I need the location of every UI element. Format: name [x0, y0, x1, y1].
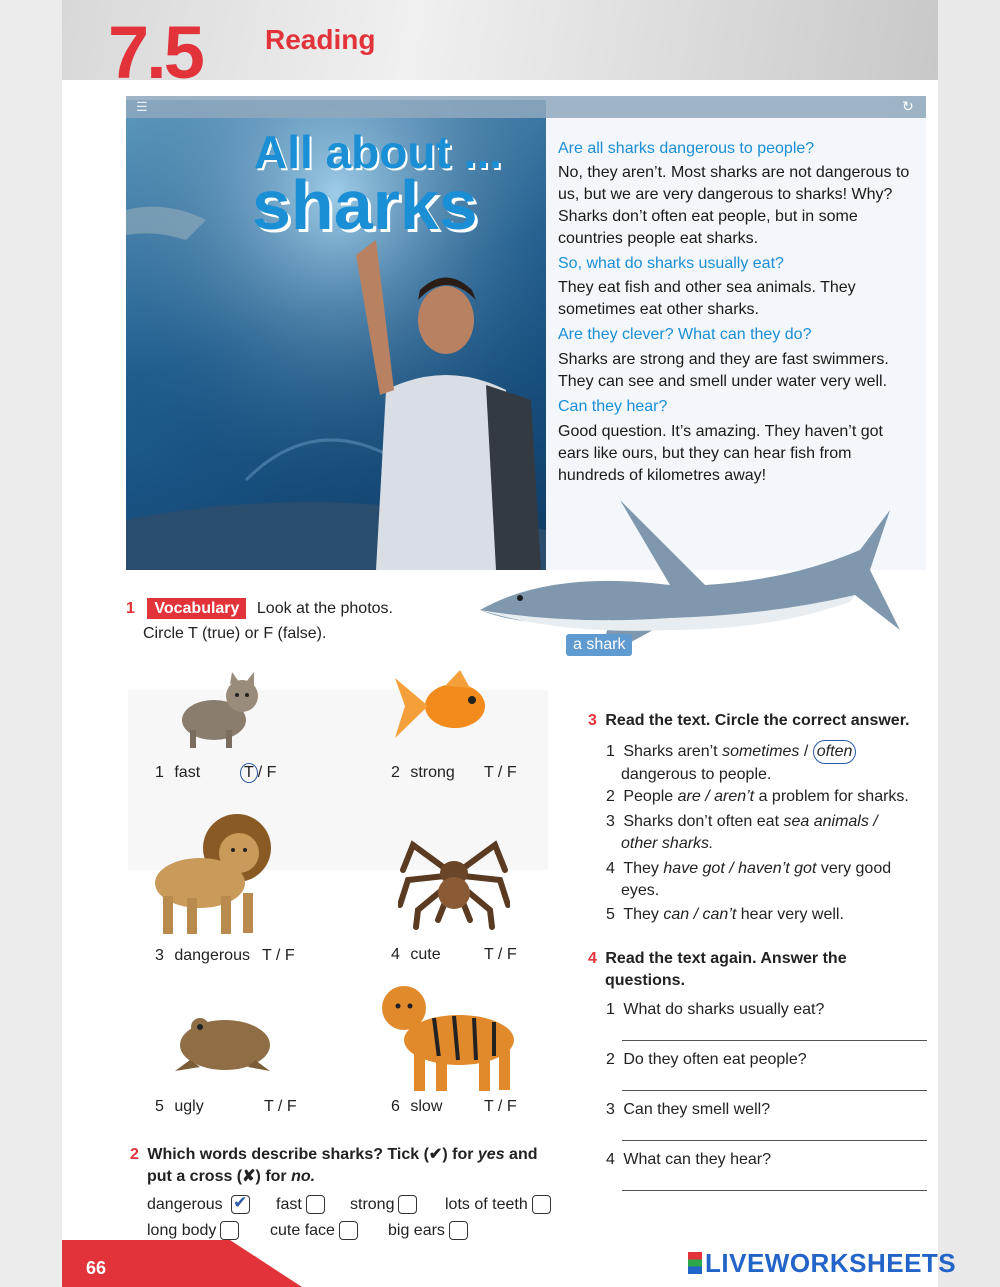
ex2-yes: yes [477, 1146, 505, 1163]
ex4-number: 4 [588, 950, 597, 967]
answer-line-3[interactable] [622, 1140, 927, 1141]
ex1-instruction-a: Look at the photos. [256, 600, 393, 617]
ex2-number: 2 [130, 1146, 139, 1163]
ex3-item-5-post: hear very well. [740, 906, 844, 923]
ex1-item-5 [155, 1098, 204, 1116]
ex4-instruction-b: questions. [605, 972, 686, 989]
toad-image [170, 1005, 275, 1080]
word-cute-face: cute face [270, 1222, 335, 1239]
ex3-instruction [588, 710, 909, 732]
ex4-item-2-num: 2 [606, 1051, 615, 1068]
checkbox-lots-of-teeth[interactable] [532, 1195, 551, 1214]
ex2-word-big-ears [388, 1220, 468, 1242]
ex1-item-6-word: slow [410, 1098, 443, 1115]
vocabulary-tag: Vocabulary [147, 598, 246, 619]
ex1-item-4-word: cute [410, 946, 441, 963]
ex1-item-6-num: 6 [391, 1098, 400, 1115]
answer-2: They eat fish and other sea animals. They sometimes eat other sharks. [558, 279, 856, 318]
watermark: LIVEWORKSHEETS [705, 1248, 957, 1278]
ex1-item-2 [391, 764, 455, 782]
ex2-no: no. [291, 1168, 316, 1185]
liveworksheets-logo-icon [688, 1252, 702, 1274]
ex2-word-cute-face [270, 1220, 358, 1242]
ex3-item-1-pre: Sharks aren’t [623, 743, 718, 760]
shark-image [470, 490, 900, 660]
question-4: Can they hear? [558, 398, 668, 415]
ex1-item-1-tf[interactable] [240, 763, 276, 783]
ex2-instruction-b: and [509, 1146, 538, 1163]
ex3-item-5-options[interactable]: can / can’t [663, 906, 737, 923]
tiger-image [374, 978, 529, 1098]
ex1-item-2-tf[interactable]: T / F [484, 764, 517, 781]
ex2-word-fast [276, 1194, 325, 1216]
word-dangerous: dangerous [147, 1196, 223, 1213]
ex3-item-3-pre: Sharks don’t often eat [623, 813, 780, 830]
ex3-item-3-option-a[interactable]: sea animals / [783, 813, 878, 830]
left-margin [0, 0, 62, 1287]
ex3-item-3-option-b[interactable]: other sharks. [621, 835, 714, 852]
ex1-item-3 [155, 947, 250, 965]
word-fast: fast [276, 1196, 302, 1213]
answer-line-2[interactable] [622, 1090, 927, 1091]
ex3-item-1 [606, 740, 921, 786]
ex3-item-4-pre: They [623, 860, 659, 877]
ex3-item-2-pre: People [623, 788, 674, 805]
page-toolbar [126, 96, 926, 118]
ex4-item-2-question: Do they often eat people? [623, 1051, 807, 1068]
ex3-item-1-option-b[interactable]: often [813, 740, 857, 764]
right-margin [938, 0, 1000, 1287]
checkbox-big-ears[interactable] [449, 1221, 468, 1240]
checkbox-cute-face[interactable] [339, 1221, 358, 1240]
ex1-item-5-num: 5 [155, 1098, 164, 1115]
cat-image [172, 668, 268, 755]
ex4-item-3 [606, 1099, 770, 1121]
ex4-item-4 [606, 1149, 771, 1171]
ex1-item-5-word: ugly [174, 1098, 204, 1115]
article-title-line2: sharks [252, 166, 478, 244]
ex4-item-4-question: What can they hear? [623, 1151, 771, 1168]
ex1-item-4-tf[interactable]: T / F [484, 946, 517, 963]
word-big-ears: big ears [388, 1222, 445, 1239]
ex3-item-1-post: dangerous to people. [621, 766, 772, 783]
ex3-item-1-option-a[interactable]: sometimes [722, 743, 800, 760]
section-title: Reading [265, 24, 376, 55]
page-number: 66 [86, 1258, 107, 1278]
ex4-item-3-num: 3 [606, 1101, 615, 1118]
ex1-item-1-f: / F [257, 764, 277, 781]
answer-1: No, they aren’t. Most sharks are not dangerous to us, but we are very dangerous to sharks! Why? Sharks don’t often eat people, but in some countries people eat sharks. [558, 164, 910, 247]
ex1-item-4-num: 4 [391, 946, 400, 963]
ex2-word-dangerous [147, 1194, 250, 1216]
article-title-line1: All about ... [254, 126, 502, 178]
ex2-word-teeth [445, 1194, 551, 1216]
answer-line-4[interactable] [622, 1190, 927, 1191]
ex2-instruction [130, 1144, 550, 1188]
bleed-through [140, 572, 144, 588]
ex4-item-1-question: What do sharks usually eat? [623, 1001, 825, 1018]
ex1-item-3-num: 3 [155, 947, 164, 964]
ex2-instruction-a: Which words describe sharks? Tick (✔) for [147, 1146, 474, 1163]
ex3-item-4 [606, 858, 921, 902]
ex1-instruction-b: Circle T (true) or F (false). [143, 625, 327, 642]
checkbox-strong[interactable] [398, 1195, 417, 1214]
ex3-item-1-num: 1 [606, 743, 615, 760]
ex1-item-2-num: 2 [391, 764, 400, 781]
ex3-instruction-text: Read the text. Circle the correct answer. [605, 712, 910, 729]
ex3-item-3-num: 3 [606, 813, 615, 830]
ex3-item-2-post: a problem for sharks. [758, 788, 909, 805]
ex3-item-5-num: 5 [606, 906, 615, 923]
ex3-item-2-options[interactable]: are / aren’t [677, 788, 755, 805]
answer-line-1[interactable] [622, 1040, 927, 1041]
question-3: Are they clever? What can they do? [558, 326, 812, 343]
ex2-word-long-body [147, 1220, 239, 1242]
ex3-item-4-num: 4 [606, 860, 615, 877]
ex3-item-2 [606, 786, 926, 808]
shark-caption: a shark [566, 634, 632, 656]
ex4-instruction [588, 948, 888, 992]
answer-4: Good question. It’s amazing. They haven’t got ears like ours, but they can hear fish from hundreds of kilometres away! [558, 423, 883, 484]
ex3-item-5 [606, 904, 921, 926]
checkbox-long-body[interactable] [220, 1221, 239, 1240]
question-2: So, what do sharks usually eat? [558, 255, 784, 272]
ex1-item-3-word: dangerous [174, 947, 250, 964]
ex4-item-1 [606, 999, 824, 1021]
refresh-icon: ↻ [902, 98, 914, 114]
ex3-item-4-post2: eyes. [621, 882, 660, 899]
ex4-item-3-question: Can they smell well? [623, 1101, 771, 1118]
ex4-item-1-num: 1 [606, 1001, 615, 1018]
tick-icon: ✔ [233, 1193, 248, 1213]
goldfish-image [390, 668, 495, 748]
menu-icon: ☰ [136, 99, 148, 114]
ex2-word-strong [350, 1194, 417, 1216]
word-long-body: long body [147, 1222, 217, 1239]
word-strong: strong [350, 1196, 395, 1213]
ex1-item-6-tf[interactable]: T / F [484, 1098, 517, 1115]
checkbox-dangerous[interactable] [231, 1195, 250, 1214]
ex1-item-3-tf[interactable]: T / F [262, 947, 295, 964]
circled-answer-t: T [240, 763, 258, 783]
ex3-item-4-options[interactable]: have got / haven’t got [663, 860, 817, 877]
ex1-number: 1 [126, 600, 135, 617]
ex3-item-1-slash: / [799, 743, 813, 760]
question-1: Are all sharks dangerous to people? [558, 140, 815, 157]
ex2-instruction-c: put a cross (✘) for [147, 1168, 287, 1185]
ex1-item-1-word: fast [174, 764, 201, 781]
ex3-item-2-num: 2 [606, 788, 615, 805]
spider-image [398, 825, 510, 935]
ex3-number: 3 [588, 712, 597, 729]
ex4-item-4-num: 4 [606, 1151, 615, 1168]
word-lots-of-teeth: lots of teeth [445, 1196, 528, 1213]
ex3-item-3 [606, 811, 921, 855]
ex1-item-1-num: 1 [155, 764, 164, 781]
ex1-item-2-word: strong [410, 764, 455, 781]
ex4-item-2 [606, 1049, 807, 1071]
unit-number: 7.5 [108, 11, 202, 94]
checkbox-fast[interactable] [306, 1195, 325, 1214]
lion-image [145, 808, 280, 943]
ex3-item-4-post: very good [820, 860, 892, 877]
ex1-header [126, 600, 393, 618]
ex1-item-5-tf[interactable]: T / F [264, 1098, 297, 1115]
ex4-instruction-a: Read the text again. Answer the [605, 950, 847, 967]
ex1-item-1 [155, 764, 200, 782]
ex1-item-6 [391, 1098, 442, 1116]
answer-3: Sharks are strong and they are fast swimmers. They can see and smell under water very well. [558, 351, 889, 390]
ex3-item-5-pre: They [623, 906, 659, 923]
ex1-item-4 [391, 946, 441, 964]
